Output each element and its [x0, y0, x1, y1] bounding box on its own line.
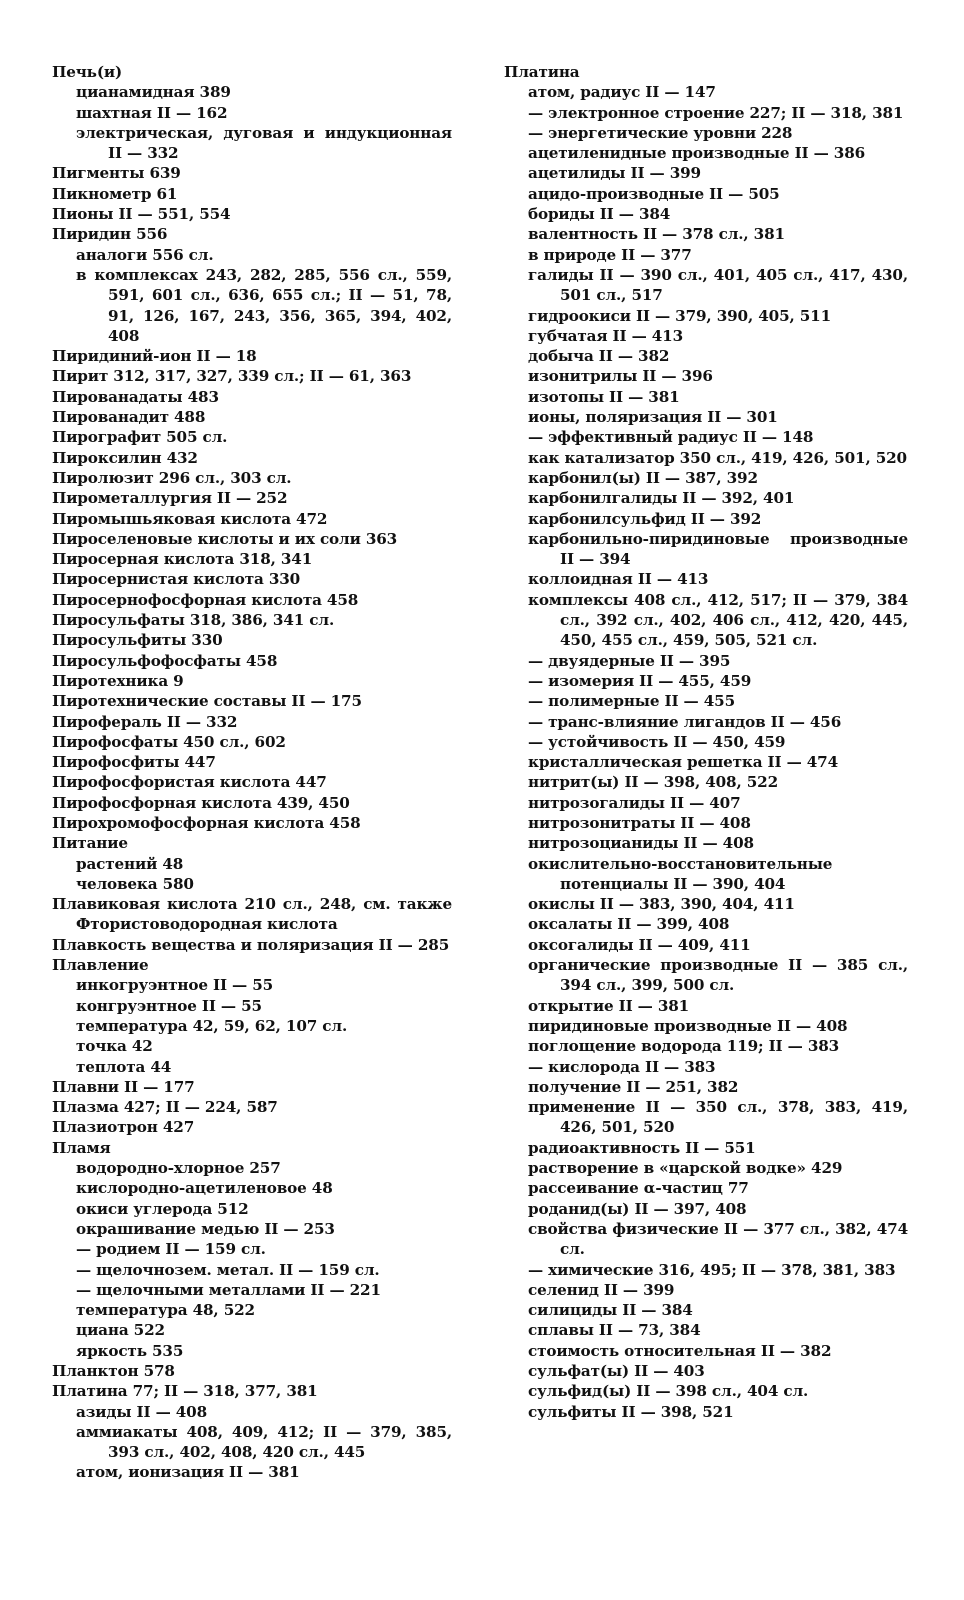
index-entry: Пиролюзит 296 сл., 303 сл.	[52, 468, 292, 487]
index-subentry: комплексы 408 сл., 412, 517; II — 379, 384 сл., 392 сл., 402, 406 сл., 412, 420, 445, 450, 455 сл., 459, 505, 521 сл.	[528, 590, 908, 650]
index-entry: Пирофосфористая кислота 447	[52, 773, 327, 792]
index-entry: Пирофосфиты 447	[52, 753, 216, 772]
index-subentry: изотопы II — 381	[528, 387, 680, 406]
index-entry: Пиросерная кислота 318, 341	[52, 550, 313, 569]
index-entry: Пированадит 488	[52, 408, 206, 427]
index-subentry: температура 48, 522	[76, 1301, 255, 1320]
index-entry: Питание	[52, 834, 128, 853]
index-subentry: поглощение водорода 119; II — 383	[528, 1037, 840, 1056]
index-entry: Пионы II — 551, 554	[52, 205, 231, 224]
index-subentry: атом, радиус II — 147	[528, 83, 716, 102]
index-subentry: яркость 535	[76, 1341, 184, 1360]
index-subentry: губчатая II — 413	[528, 326, 683, 345]
index-subentry: окислы II — 383, 390, 404, 411	[528, 895, 795, 914]
index-entry: Пирофераль II — 332	[52, 712, 238, 731]
index-subentry: азиды II — 408	[76, 1402, 208, 1421]
index-subentry: сульфид(ы) II — 398 сл., 404 сл.	[528, 1382, 809, 1401]
index-column-left	[52, 62, 452, 1483]
index-subentry: ацетилиды II — 399	[528, 164, 701, 183]
index-subentry: валентность II — 378 сл., 381	[528, 225, 785, 244]
index-entry: Пиромышьяковая кислота 472	[52, 509, 328, 528]
index-subentry: окиси углерода 512	[76, 1199, 249, 1218]
index-entry: Пирографит 505 сл.	[52, 428, 228, 447]
index-entry: Плавление	[52, 956, 149, 975]
index-entry: Пироксилин 432	[52, 448, 198, 467]
index-subentry: получение II — 251, 382	[528, 1077, 739, 1096]
index-subentry: — щелочнозем. метал. II — 159 сл.	[76, 1260, 380, 1279]
index-entry: Плазма 427; II — 224, 587	[52, 1098, 278, 1117]
index-subentry: кристаллическая решетка II — 474	[528, 753, 839, 772]
index-subentry: стоимость относительная II — 382	[528, 1341, 832, 1360]
index-subentry: точка 42	[76, 1037, 153, 1056]
index-subentry: карбонилгалиды II — 392, 401	[528, 489, 795, 508]
index-subentry: сплавы II — 73, 384	[528, 1321, 701, 1340]
index-subentry: нитрит(ы) II — 398, 408, 522	[528, 773, 778, 792]
index-entry: Плавиковая кислота 210 сл., 248, см. также Фтористоводородная кислота	[52, 895, 452, 934]
index-subentry: — транс-влияние лигандов II — 456	[528, 712, 842, 731]
index-subentry: атом, ионизация II — 381	[76, 1463, 300, 1482]
index-entry: Плавкость вещества и поляризация II — 285	[52, 935, 450, 954]
index-subentry: — эффективный радиус II — 148	[528, 428, 814, 447]
index-entry: Пигменты 639	[52, 164, 181, 183]
index-subentry: растений 48	[76, 854, 184, 873]
index-entry: Пирометаллургия II — 252	[52, 489, 288, 508]
index-subentry: — щелочными металлами II — 221	[76, 1280, 381, 1299]
index-subentry: органические производные II — 385 сл., 394 сл., 399, 500 сл.	[528, 956, 908, 995]
index-subentry: инкогруэнтное II — 55	[76, 976, 274, 995]
index-entry: Пирохромофосфорная кислота 458	[52, 813, 361, 832]
index-entry: Пированадаты 483	[52, 387, 219, 406]
index-subentry: нитрозонитраты II — 408	[528, 813, 751, 832]
index-entry: Планктон 578	[52, 1362, 175, 1380]
index-subentry: теплота 44	[76, 1057, 172, 1076]
index-subentry: — устойчивость II — 450, 459	[528, 732, 786, 751]
index-entry: Пирофосфаты 450 сл., 602	[52, 732, 286, 751]
index-subentry: бориды II — 384	[528, 205, 671, 224]
index-subentry: человека 580	[76, 874, 194, 893]
index-subentry: сульфат(ы) II — 403	[528, 1362, 705, 1380]
index-subentry: электрическая, дуговая и индукционная II — 332	[76, 123, 452, 163]
index-entry: Пирит 312, 317, 327, 339 сл.; II — 61, 363	[52, 367, 412, 386]
index-subentry: нитрозоцианиды II — 408	[528, 834, 754, 853]
index-subentry: рассеивание α-частиц 77	[528, 1179, 749, 1198]
index-subentry: открытие II — 381	[528, 996, 690, 1015]
index-subentry: изонитрилы II — 396	[528, 367, 713, 386]
index-subentry: карбонил(ы) II — 387, 392	[528, 468, 758, 487]
index-subentry: ацидо-производные II — 505	[528, 184, 780, 203]
index-subentry: циана 522	[76, 1321, 165, 1340]
index-subentry: пиридиновые производные II — 408	[528, 1016, 848, 1035]
index-entry: Пиросернофосфорная кислота 458	[52, 590, 359, 609]
index-subentry: в комплексах 243, 282, 285, 556 сл., 559, 591, 601 сл., 636, 655 сл.; II — 51, 78, 91, 126, 167, 243, 356, 365, 394, 402, 408	[76, 265, 452, 345]
index-entry: Платина	[504, 63, 580, 81]
index-subentry: ацетиленидные производные II — 386	[528, 144, 866, 163]
index-entry: Плазиотрон 427	[52, 1118, 195, 1137]
index-subentry: свойства физические II — 377 сл., 382, 474 сл.	[528, 1219, 908, 1259]
index-subentry: оксогалиды II — 409, 411	[528, 935, 751, 954]
index-entry: Пироселеновые кислоты и их соли 363	[52, 529, 398, 548]
index-entry: Пиротехнические составы II — 175	[52, 692, 362, 711]
index-subentry: — родием II — 159 сл.	[76, 1240, 266, 1259]
index-entry: Платина 77; II — 318, 377, 381	[52, 1382, 318, 1401]
index-subentry: галиды II — 390 сл., 401, 405 сл., 417, 430, 501 сл., 517	[528, 265, 908, 305]
index-subentry: конгруэнтное II — 55	[76, 996, 262, 1015]
index-subentry: радиоактивность II — 551	[528, 1138, 756, 1157]
index-subentry: — энергетические уровни 228	[528, 123, 793, 142]
index-entry: Пламя	[52, 1138, 111, 1157]
index-column-right	[504, 62, 908, 1422]
index-subentry: кислородно-ацетиленовое 48	[76, 1179, 333, 1198]
index-subentry: ионы, поляризация II — 301	[528, 408, 778, 427]
index-subentry: — полимерные II — 455	[528, 692, 735, 711]
index-entry: Плавни II — 177	[52, 1077, 195, 1096]
index-subentry: шахтная II — 162	[76, 103, 228, 122]
index-subentry: карбонильно-пиридиновые производные II — 394	[528, 529, 908, 569]
index-subentry: в природе II — 377	[528, 245, 692, 264]
index-subentry: добыча II — 382	[528, 347, 670, 366]
index-subentry: силициды II — 384	[528, 1301, 693, 1320]
index-subentry: — кислорода II — 383	[528, 1057, 716, 1076]
index-entry: Печь(и)	[52, 63, 123, 81]
index-entry: Пикнометр 61	[52, 184, 178, 203]
index-subentry: аналоги 556 сл.	[76, 245, 214, 264]
index-subentry: окрашивание медью II — 253	[76, 1219, 335, 1238]
index-subentry: сульфиты II — 398, 521	[528, 1402, 734, 1421]
index-subentry: — электронное строение 227; II — 318, 381	[528, 103, 904, 122]
index-subentry: как катализатор 350 сл., 419, 426, 501, 520	[528, 448, 907, 467]
index-subentry: водородно-хлорное 257	[76, 1159, 281, 1178]
index-subentry: аммиакаты 408, 409, 412; II — 379, 385, 393 сл., 402, 408, 420 сл., 445	[76, 1422, 452, 1462]
index-entry: Пиридин 556	[52, 225, 168, 244]
index-entry: Пиридиний-ион II — 18	[52, 347, 257, 366]
index-subentry: коллоидная II — 413	[528, 570, 709, 589]
index-entry: Пиротехника 9	[52, 671, 184, 690]
index-entry: Пиросернистая кислота 330	[52, 570, 301, 589]
index-subentry: — изомерия II — 455, 459	[528, 671, 752, 690]
index-subentry: — химические 316, 495; II — 378, 381, 383	[528, 1260, 896, 1279]
index-entry: Пирофосфорная кислота 439, 450	[52, 793, 350, 812]
index-subentry: селенид II — 399	[528, 1280, 675, 1299]
index-subentry: карбонилсульфид II — 392	[528, 509, 762, 528]
index-subentry: — двуядерные II — 395	[528, 651, 731, 670]
index-subentry: окислительно-восстановительные потенциалы II — 390, 404	[528, 854, 833, 893]
index-subentry: гидроокиси II — 379, 390, 405, 511	[528, 306, 832, 325]
index-subentry: растворение в «царской водке» 429	[528, 1159, 843, 1178]
index-entry: Пиросульфиты 330	[52, 631, 223, 650]
index-subentry: оксалаты II — 399, 408	[528, 915, 730, 934]
index-subentry: цианамидная 389	[76, 83, 231, 102]
index-entry: Пиросульфаты 318, 386, 341 сл.	[52, 611, 335, 630]
index-subentry: нитрозогалиды II — 407	[528, 793, 741, 812]
index-entry: Пиросульфофосфаты 458	[52, 651, 278, 670]
index-subentry: температура 42, 59, 62, 107 сл.	[76, 1016, 348, 1035]
index-subentry: роданид(ы) II — 397, 408	[528, 1199, 747, 1218]
index-subentry: применение II — 350 сл., 378, 383, 419, 426, 501, 520	[528, 1098, 908, 1137]
